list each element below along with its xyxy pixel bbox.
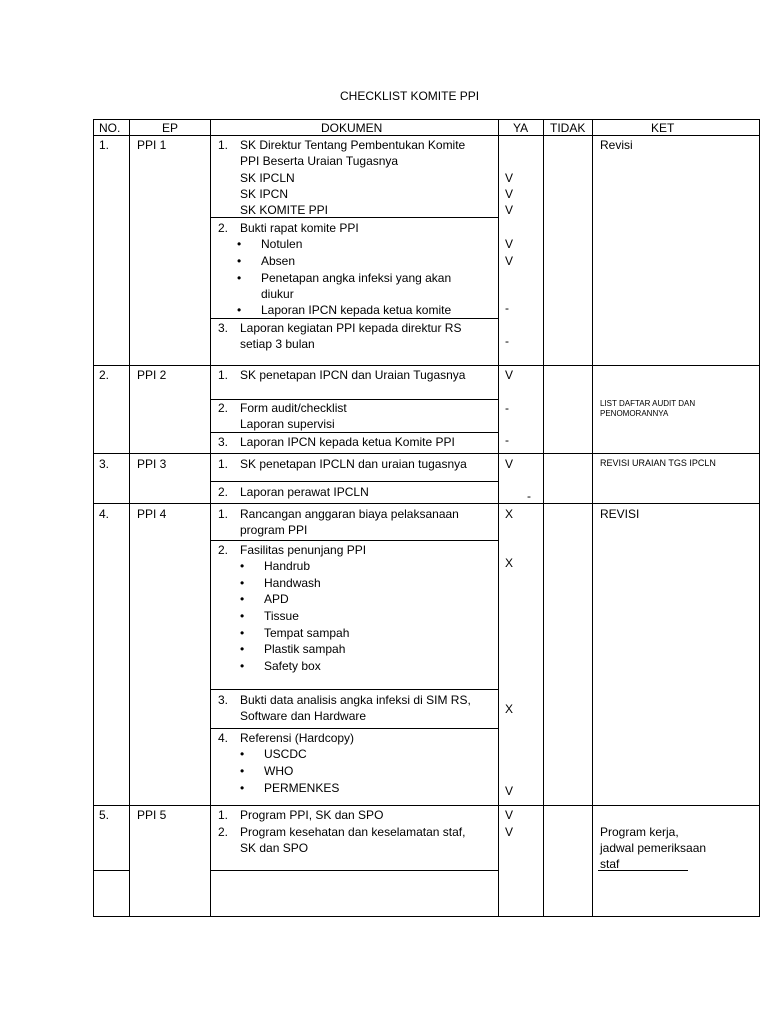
- item-text: Laporan supervisi: [240, 417, 335, 431]
- item-text: Program kesehatan dan keselamatan staf,: [240, 825, 466, 839]
- doc-divider: [210, 481, 498, 482]
- row-ep: PPI 1: [137, 138, 167, 152]
- ya-mark: X: [505, 702, 514, 716]
- bullet-item: • Absen: [261, 253, 295, 269]
- row-divider-5: [93, 870, 129, 871]
- item-text: SK dan SPO: [240, 841, 309, 855]
- item-number: 2.: [218, 543, 229, 557]
- item-number: 1.: [218, 368, 229, 382]
- header-tidak: TIDAK: [550, 121, 586, 135]
- header-no: NO.: [99, 121, 121, 135]
- bullet-item: • Penetapan angka infeksi yang akan: [261, 270, 451, 286]
- bullet-item: • Handwash: [264, 575, 321, 591]
- col-border-no-ep: [129, 119, 130, 917]
- row-ep: PPI 3: [137, 457, 167, 471]
- ya-mark: -: [505, 401, 509, 415]
- row-divider-1: [93, 365, 760, 366]
- item-text: SK penetapan IPCLN dan uraian tugasnya: [240, 457, 467, 471]
- row-ep: PPI 4: [137, 507, 167, 521]
- ya-mark: V: [505, 171, 514, 185]
- item-text: SK Direktur Tentang Pembentukan Komite: [240, 138, 466, 152]
- doc-divider: [210, 870, 498, 871]
- row-no: 3.: [99, 457, 110, 471]
- item-number: 2.: [218, 221, 229, 235]
- item-sub: SK IPCN: [240, 187, 289, 201]
- bullet-item: • Safety box: [264, 658, 321, 674]
- col-border-ep-dok: [210, 119, 211, 917]
- ya-mark: V: [505, 457, 514, 471]
- doc-divider: [210, 540, 498, 541]
- row-no: 1.: [99, 138, 110, 152]
- item-number: 2.: [218, 825, 229, 839]
- bullet-item: • PERMENKES: [264, 780, 339, 796]
- item-text: Bukti data analisis angka infeksi di SIM RS,: [240, 693, 471, 707]
- ya-mark: V: [505, 254, 514, 268]
- row-ket: REVISI URAIAN TGS IPCLN: [600, 458, 716, 468]
- bullet-item: • APD: [264, 591, 289, 607]
- doc-divider: [210, 318, 498, 319]
- item-sub: SK IPCLN: [240, 171, 295, 185]
- item-text: Referensi (Hardcopy): [240, 731, 355, 745]
- item-text: Bukti rapat komite PPI: [240, 221, 359, 235]
- row-ep: PPI 5: [137, 808, 167, 822]
- row-ep: PPI 2: [137, 368, 167, 382]
- header-ya: YA: [513, 121, 529, 135]
- item-sub: SK KOMITE PPI: [240, 203, 329, 217]
- item-text: Laporan perawat IPCLN: [240, 485, 369, 499]
- header-ep: EP: [162, 121, 179, 135]
- item-number: 2.: [218, 401, 229, 415]
- bullet-item: • Handrub: [264, 558, 310, 574]
- bullet-item: • Tissue: [264, 608, 299, 624]
- bullet-item: • Laporan IPCN kepada ketua komite: [261, 302, 451, 318]
- item-number: 1.: [218, 138, 229, 152]
- ya-mark: -: [527, 489, 531, 503]
- ya-mark: V: [505, 368, 514, 382]
- row-no: 2.: [99, 368, 110, 382]
- item-number: 3.: [218, 321, 229, 335]
- row-ket-line: staf: [600, 857, 620, 871]
- bullet-item: • Tempat sampah: [264, 625, 349, 641]
- col-border-left: [93, 119, 94, 917]
- item-text: setiap 3 bulan: [240, 337, 315, 351]
- item-number: 4.: [218, 731, 229, 745]
- ya-mark: -: [505, 334, 509, 348]
- ya-mark: V: [505, 825, 514, 839]
- col-border-dok-ya: [498, 119, 499, 917]
- bullet-continuation: diukur: [261, 287, 294, 301]
- row-no: 4.: [99, 507, 110, 521]
- doc-divider: [210, 728, 498, 729]
- header-ket: KET: [651, 121, 675, 135]
- col-border-ya-tidak: [543, 119, 544, 917]
- item-number: 3.: [218, 435, 229, 449]
- ya-mark: -: [505, 433, 509, 447]
- row-ket: REVISI: [600, 507, 640, 521]
- item-text: Software dan Hardware: [240, 709, 367, 723]
- item-text: Program PPI, SK dan SPO: [240, 808, 384, 822]
- table-border-bottom: [93, 916, 760, 917]
- header-dokumen: DOKUMEN: [321, 121, 383, 135]
- ya-mark: V: [505, 203, 514, 217]
- row-ket-line: Program kerja,: [600, 825, 679, 839]
- doc-divider: [210, 432, 498, 433]
- row-ket: LIST DAFTAR AUDIT DAN PENOMORANNYA: [600, 399, 696, 418]
- item-text: SK penetapan IPCN dan Uraian Tugasnya: [240, 368, 466, 382]
- bullet-item: • USCDC: [264, 746, 307, 762]
- row-divider-3: [93, 503, 760, 504]
- ya-mark: V: [505, 237, 514, 251]
- item-text: program PPI: [240, 523, 308, 537]
- ya-mark: X: [505, 507, 514, 521]
- row-ket: Revisi: [600, 138, 633, 152]
- row-divider-2: [93, 453, 760, 454]
- ya-mark: V: [505, 187, 514, 201]
- ya-mark: V: [505, 808, 514, 822]
- item-number: 1.: [218, 507, 229, 521]
- row-no: 5.: [99, 808, 110, 822]
- item-number: 3.: [218, 693, 229, 707]
- item-number: 2.: [218, 485, 229, 499]
- bullet-item: • Plastik sampah: [264, 641, 345, 657]
- item-number: 1.: [218, 457, 229, 471]
- item-text: Form audit/checklist: [240, 401, 347, 415]
- col-border-tidak-ket: [592, 119, 593, 917]
- item-text: Laporan IPCN kepada ketua Komite PPI: [240, 435, 455, 449]
- document-title: CHECKLIST KOMITE PPI: [340, 89, 480, 103]
- ya-mark: X: [505, 556, 514, 570]
- bullet-item: • Notulen: [261, 236, 302, 252]
- item-text: Rancangan anggaran biaya pelaksanaan: [240, 507, 459, 521]
- doc-divider: [210, 689, 498, 690]
- row-divider-4: [93, 805, 760, 806]
- ya-mark: V: [505, 784, 514, 798]
- item-text: Laporan kegiatan PPI kepada direktur RS: [240, 321, 462, 335]
- item-text: Fasilitas penunjang PPI: [240, 543, 367, 557]
- item-text: PPI Beserta Uraian Tugasnya: [240, 154, 399, 168]
- item-number: 1.: [218, 808, 229, 822]
- row-ket-line: jadwal pemeriksaan: [600, 841, 707, 855]
- ya-mark: -: [505, 301, 509, 315]
- bullet-item: • WHO: [264, 763, 293, 779]
- col-border-right: [759, 119, 760, 917]
